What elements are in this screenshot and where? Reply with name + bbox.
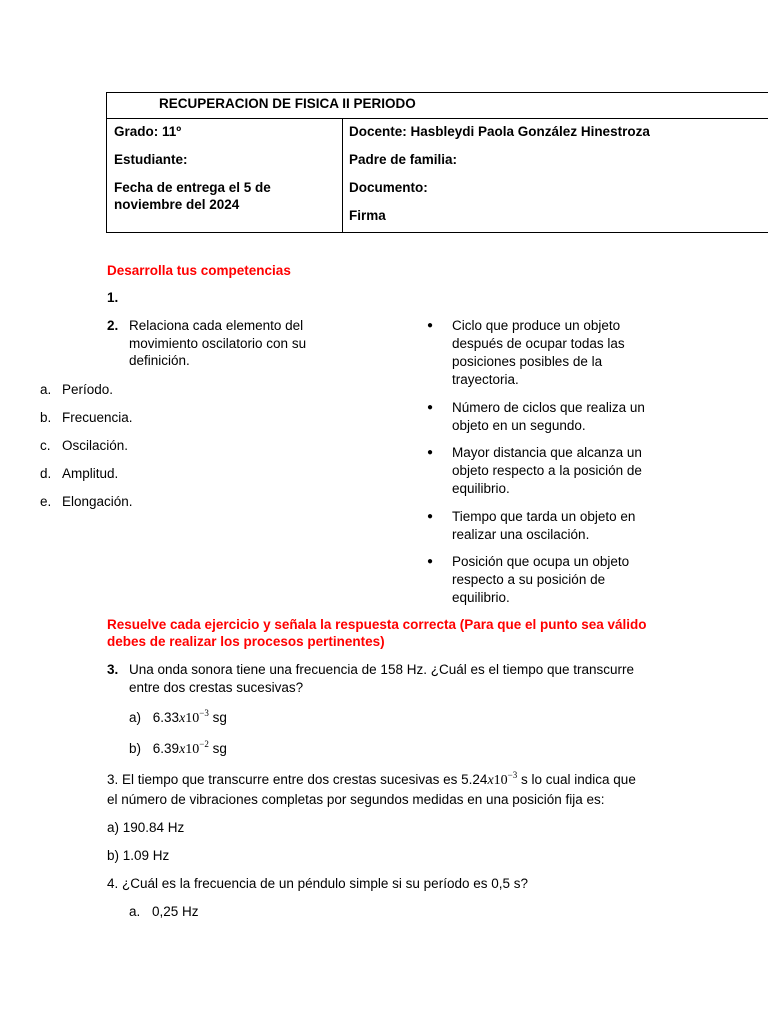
- question-1-number: 1.: [107, 290, 119, 305]
- power-base: 10: [493, 773, 508, 788]
- question-3b-option-a[interactable]: a) 190.84 Hz: [107, 820, 185, 835]
- option-letter: a): [129, 710, 142, 725]
- question-4-option-a[interactable]: 0,25 Hz: [152, 904, 199, 919]
- power-base: 10: [185, 742, 200, 757]
- section-heading-competencias: Desarrolla tus competencias: [107, 263, 291, 278]
- term-amplitud: Amplitud.: [62, 466, 119, 481]
- question-3-option-b[interactable]: [129, 741, 227, 758]
- bullet-icon: ●: [427, 511, 434, 522]
- bullet-icon: ●: [427, 556, 434, 567]
- times-symbol: x: [179, 742, 186, 757]
- question-3b-line1: [107, 772, 636, 789]
- definition-2: Número de ciclos que realiza un objeto en un segundo.: [452, 400, 645, 433]
- fecha-line1: Fecha de entrega el 5 de: [114, 180, 271, 195]
- option-mantissa: 6.39: [152, 741, 180, 756]
- times-symbol: x: [487, 773, 494, 788]
- grado-label: Grado: 11º: [114, 124, 182, 139]
- power-exponent: −2: [199, 739, 209, 749]
- firma-label: Firma: [349, 208, 386, 223]
- term-letter: a.: [40, 382, 52, 397]
- power-exponent: −3: [507, 770, 518, 780]
- question-3b-prefix: 3. El tiempo que transcurre entre dos crestas sucesivas es 5.24: [107, 772, 488, 787]
- option-letter: b): [129, 741, 142, 756]
- question-4-text: 4. ¿Cuál es la frecuencia de un péndulo simple si su período es 0,5 s?: [107, 876, 528, 891]
- option-mantissa: 6.33: [152, 710, 180, 725]
- term-letter: d.: [40, 466, 52, 481]
- question-3b-line2: el número de vibraciones completas por segundos medidas en una posición fija es:: [107, 792, 605, 807]
- term-frecuencia: Frecuencia.: [62, 410, 133, 425]
- term-periodo: Período.: [62, 382, 114, 397]
- times-symbol: x: [179, 711, 186, 726]
- term-letter: e.: [40, 494, 52, 509]
- question-2-number: 2.: [107, 318, 119, 333]
- power-exponent: −3: [199, 708, 209, 718]
- question-3b-suffix: s lo cual indica que: [517, 772, 636, 787]
- option-unit: sg: [212, 741, 227, 756]
- question-3-line2: entre dos crestas sucesivas?: [129, 680, 304, 695]
- docente-label: Docente: Hasbleydi Paola González Hinestroza: [349, 124, 650, 139]
- term-elongacion: Elongación.: [62, 494, 133, 509]
- bullet-icon: ●: [427, 402, 434, 413]
- section-heading-resuelve-line2: debes de realizar los procesos pertinentes): [107, 634, 385, 649]
- section-heading-resuelve-line1: Resuelve cada ejercicio y señala la respuesta correcta (Para que el punto sea válido: [107, 617, 647, 632]
- question-4-option-a-letter: a.: [129, 904, 141, 919]
- definition-3: Mayor distancia que alcanza un objeto respecto a la posición de equilibrio.: [452, 445, 642, 496]
- question-3-option-a[interactable]: [129, 710, 227, 727]
- header-title-row: [107, 93, 768, 119]
- term-letter: c.: [40, 438, 51, 453]
- document-title: RECUPERACION DE FISICA II PERIODO: [159, 96, 416, 111]
- question-3-number: 3.: [107, 662, 119, 677]
- term-letter: b.: [40, 410, 52, 425]
- term-oscilacion: Oscilación.: [62, 438, 129, 453]
- option-unit: sg: [212, 710, 227, 725]
- documento-label: Documento:: [349, 180, 428, 195]
- header-table: [106, 92, 768, 233]
- bullet-icon: ●: [427, 447, 434, 458]
- definition-4: Tiempo que tarda un objeto en realizar una oscilación.: [452, 509, 636, 542]
- bullet-icon: ●: [427, 320, 434, 331]
- definition-1: Ciclo que produce un objeto después de ocupar todas las posiciones posibles de la trayectoria.: [452, 318, 625, 387]
- power-base: 10: [185, 711, 200, 726]
- question-2-line3: definición.: [129, 353, 190, 368]
- question-3b-option-b[interactable]: b) 1.09 Hz: [107, 848, 170, 863]
- estudiante-label: Estudiante:: [114, 152, 188, 167]
- padre-label: Padre de familia:: [349, 152, 458, 167]
- question-2-line1: Relaciona cada elemento del: [129, 318, 304, 333]
- question-2-line2: movimiento oscilatorio con su: [129, 336, 307, 351]
- table-divider: [342, 119, 343, 233]
- definition-5: Posición que ocupa un objeto respecto a su posición de equilibrio.: [452, 554, 630, 605]
- question-3-line1: Una onda sonora tiene una frecuencia de 158 Hz. ¿Cuál es el tiempo que transcurre: [129, 662, 635, 677]
- fecha-line2: noviembre del 2024: [114, 197, 240, 212]
